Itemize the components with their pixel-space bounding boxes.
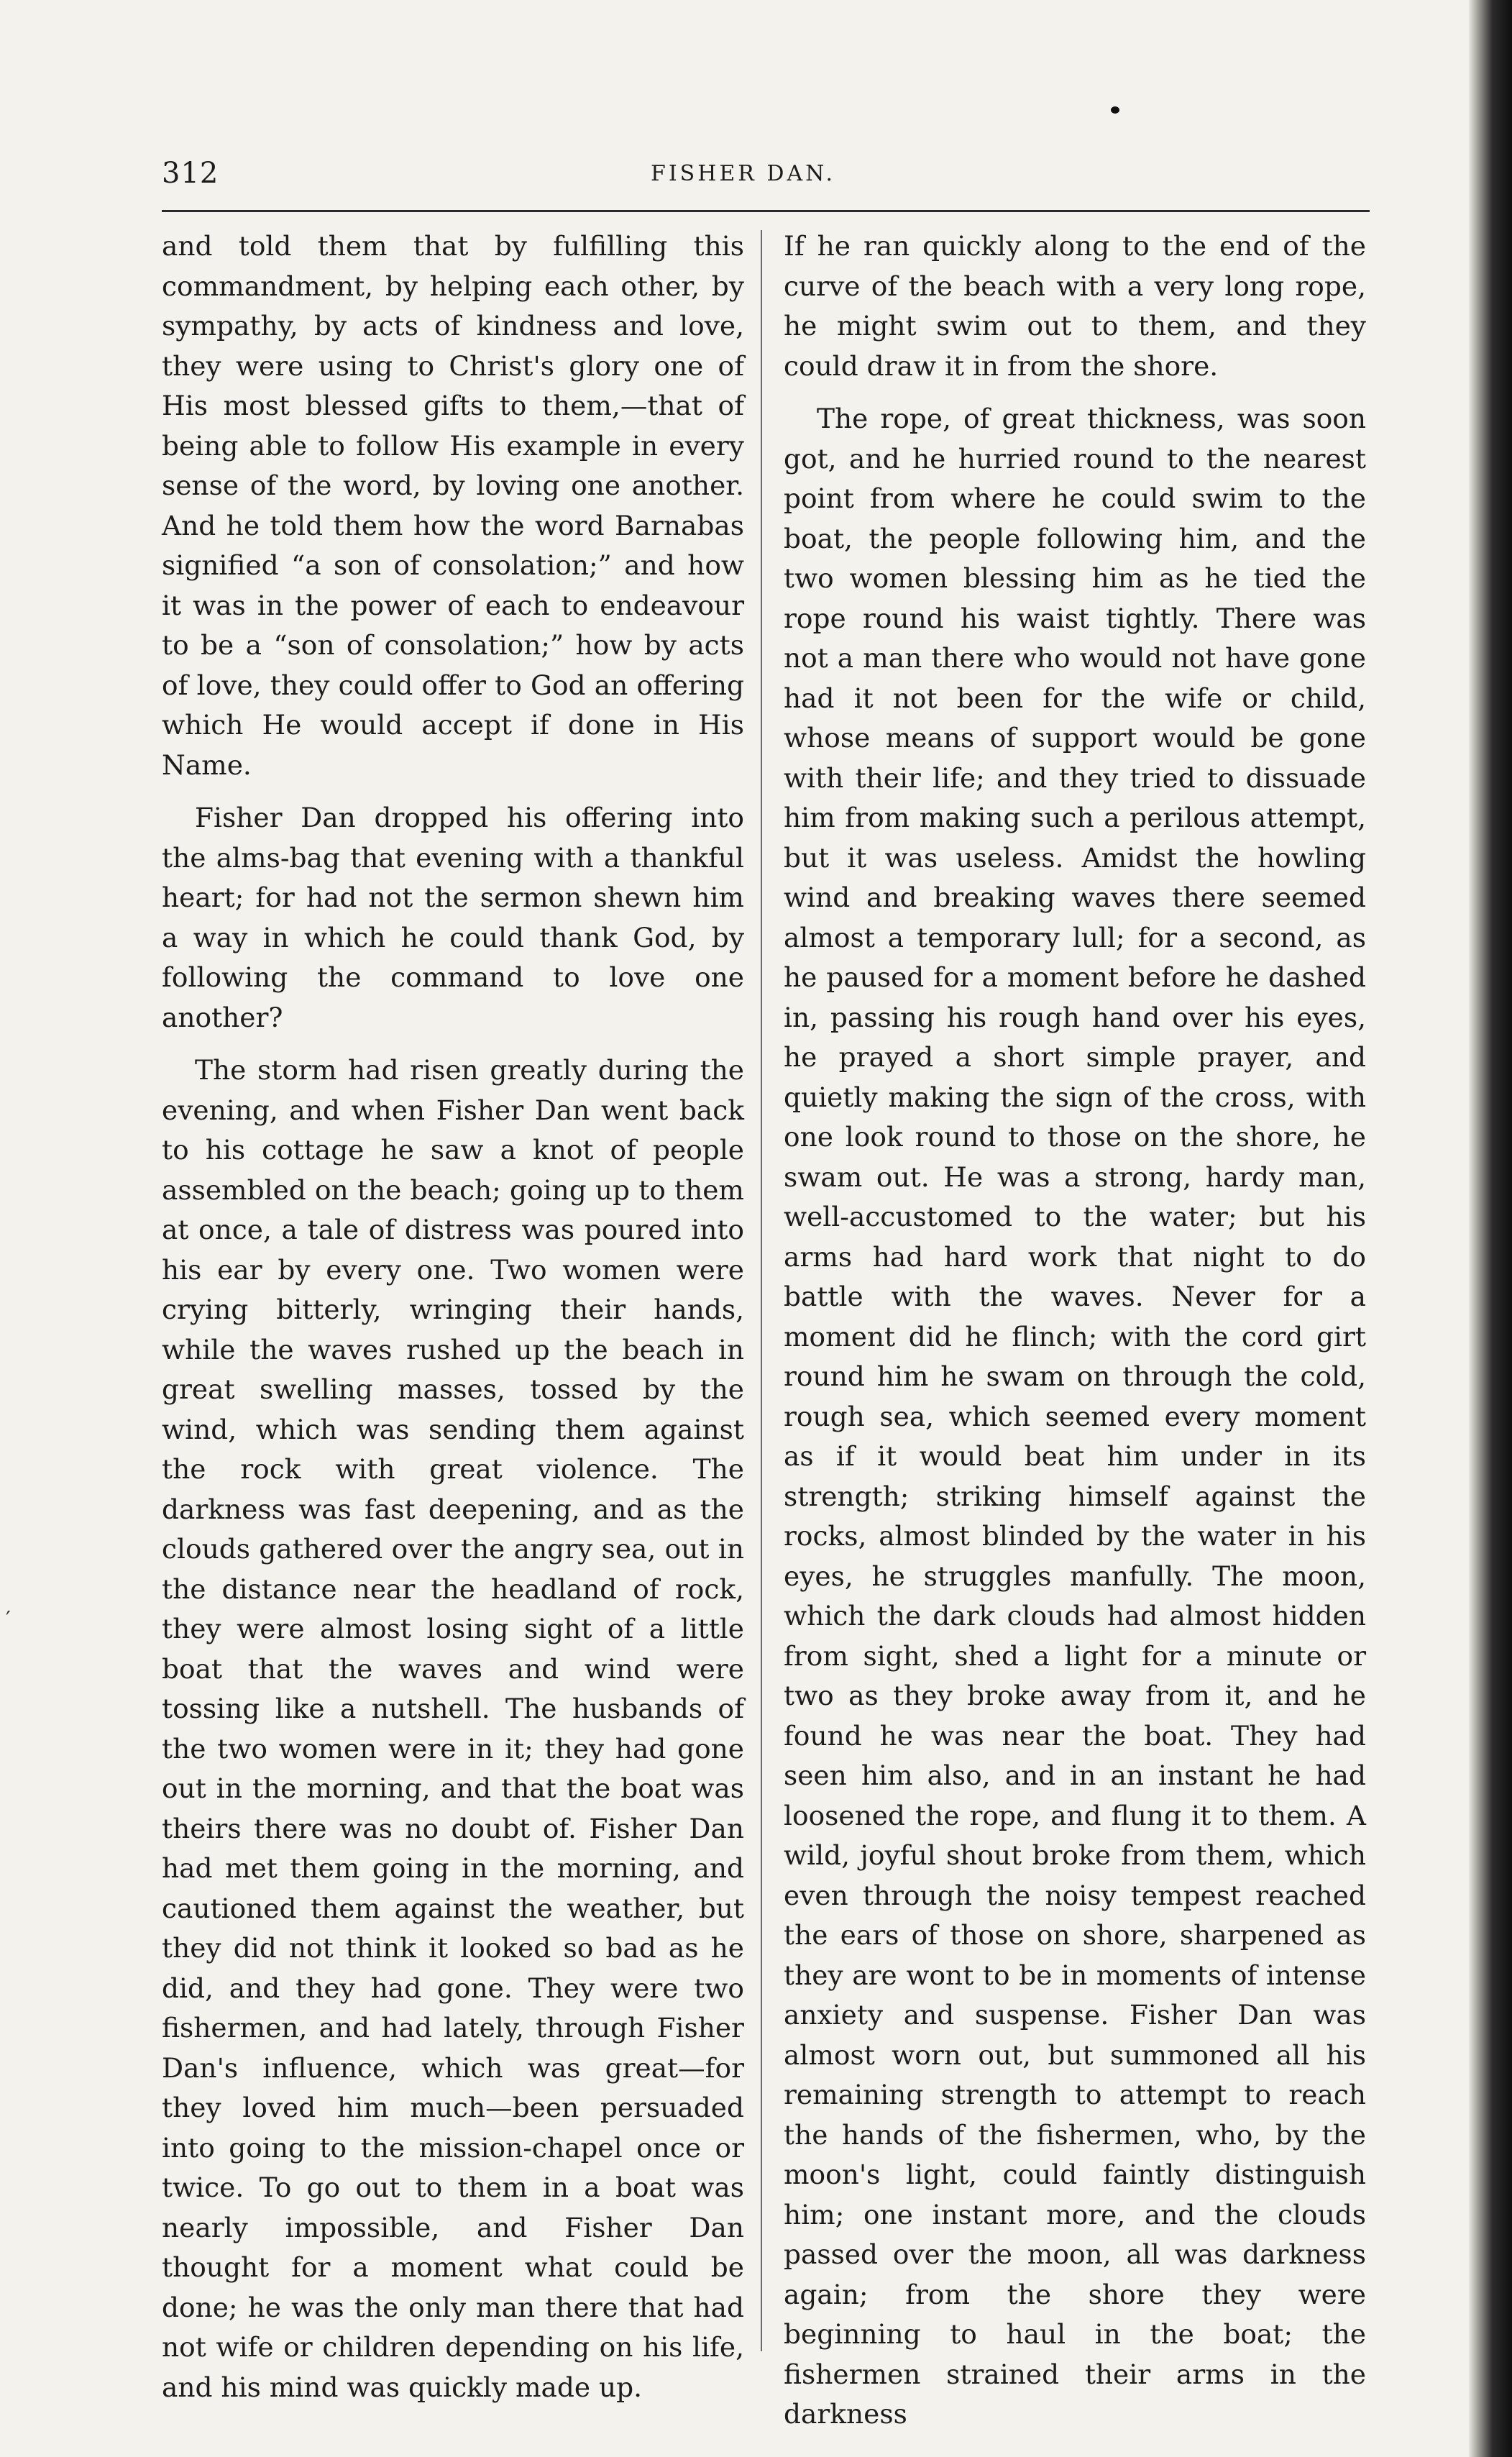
running-title: FISHER DAN. <box>651 161 835 186</box>
margin-mark: ′ <box>6 1607 11 1632</box>
header-rule <box>162 210 1370 212</box>
left-paragraph-2: Fisher Dan dropped his offering into the alms-bag that evening with a thankful heart; for had not the sermon shewn him a way in which he could thank God, by following the command to love one another? <box>162 802 744 1033</box>
left-paragraph-1: and told them that by fulfilling this commandment, by helping each other, by sympathy, by acts of kindness and love, they were using to Christ's glory one of His most blessed gifts to them,—that of being able to follow His example in every sense of the word, by loving one another. And he told them how the word Barnabas signified “a son of consolation;” and how it was in the power of each to endeavour to be a “son of consolation;” how by acts of love, they could offer to God an offering which He would accept if done in His Name. <box>162 230 744 781</box>
right-column <box>784 227 1366 2435</box>
running-head <box>162 157 1370 200</box>
page-number: 312 <box>162 157 219 190</box>
left-paragraph-3: The storm had risen greatly during the evening, and when Fisher Dan went back to his cottage he saw a knot of people assembled on the beach; going up to them at once, a tale of distress was poured into his ear by every one. Two women were crying bitterly, wringing their hands, while the waves rushed up the beach in great swelling masses, tossed by the wind, which was sending them against the rock with great violence. The darkness was fast deepening, and as the clouds gathered over the angry sea, out in the distance near the headland of rock, they were almost losing sight of a little boat that the waves and wind were tossing like a nutshell. The husbands of the two women were in it; they had gone out in the morning, and that the boat was theirs there was no doubt of. Fisher Dan had met them going in the morning, and cautioned them against the weather, but they did not think it looked so bad as he did, and they had gone. They were two fishermen, and had lately, through Fisher Dan's influence, which was great—for they loved him much—been persuaded into going to the mission-chapel once or twice. To go out to them in a boat was nearly impossible, and Fisher Dan thought for a moment what could be done; he was the only man there that had not wife or children depending on his life, and his mind was quickly made up. <box>162 1054 744 2403</box>
right-paragraph-1: If he ran quickly along to the end of the curve of the beach with a very long rope, he might swim out to them, and they could draw it in from the shore. <box>784 230 1366 382</box>
page-edge-shadow <box>1469 0 1512 2457</box>
ink-speck <box>1111 106 1119 114</box>
column-divider <box>761 230 762 2351</box>
left-column <box>162 227 744 2407</box>
right-paragraph-2: The rope, of great thickness, was soon got, and he hurried round to the nearest point from where he could swim to the boat, the people following him, and the two women blessing him as he tied the rope round his waist tightly. There was not a man there who would not have gone had it not been for the wife or child, whose means of support would be gone with their life; and they tried to dissuade him from making such a perilous attempt, but it was useless. Amidst the howling wind and breaking waves there seemed almost a temporary lull; for a second, as he paused for a moment before he dashed in, passing his rough hand over his eyes, he prayed a short simple prayer, and quietly making the sign of the cross, with one look round to those on the shore, he swam out. He was a strong, hardy man, well-accustomed to the water; but his arms had hard work that night to do battle with the waves. Never for a moment did he flinch; with the cord girt round him he swam on through the cold, rough sea, which seemed every moment as if it would beat him under in its strength; striking himself against the rocks, almost blinded by the water in his eyes, he struggles manfully. The moon, which the dark clouds had almost hidden from sight, shed a light for a minute or two as they broke away from it, and he found he was near the boat. They had seen him also, and in an instant he had loosened the rope, and flung it to them. A wild, joyful shout broke from them, which even through the noisy tempest reached the ears of those on shore, sharpened as they are wont to be in moments of intense anxiety and suspense. Fisher Dan was almost worn out, but summoned all his remaining strength to attempt to reach the hands of the fishermen, who, by the moon's light, could faintly distinguish him; one instant more, and the clouds passed over the moon, all was darkness again; from the shore they were beginning to haul in the boat; the fishermen strained their arms in the darkness <box>784 403 1366 2430</box>
